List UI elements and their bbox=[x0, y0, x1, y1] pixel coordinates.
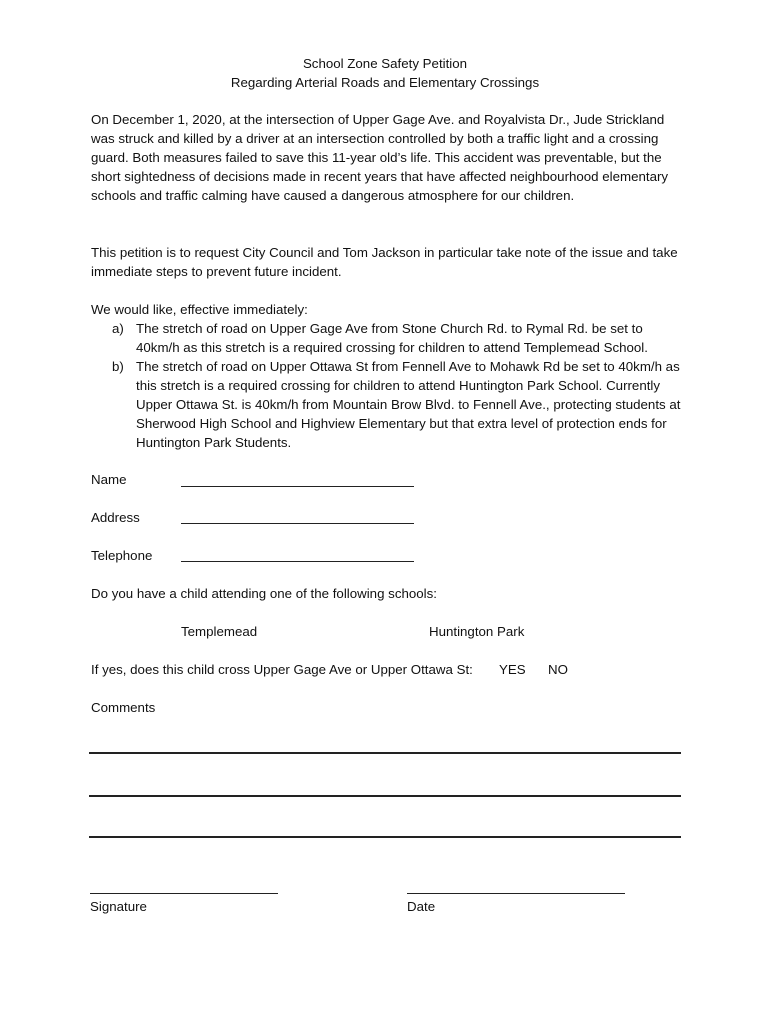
request-item-text: The stretch of road on Upper Gage Ave from Stone Church Rd. to Rymal Rd. be set to 40km/h as this stretch is a required crossing for children to attend Templemead School. bbox=[136, 321, 648, 355]
name-label: Name bbox=[91, 472, 127, 487]
date-field[interactable] bbox=[407, 893, 625, 894]
crossing-question: If yes, does this child cross Upper Gage Ave or Upper Ottawa St: bbox=[91, 662, 473, 677]
signature-field[interactable] bbox=[90, 893, 278, 894]
name-field[interactable] bbox=[181, 486, 414, 487]
request-item-marker: b) bbox=[112, 359, 124, 374]
request-item-text: The stretch of road on Upper Ottawa St from Fennell Ave to Mohawk Rd be set to 40km/h as this stretch is a required crossing for children to attend Huntington Park School. Currently Upper Ottawa St. is 40km/h from Mountain Brow Blvd. to Fennell Ave., protecting students at Sherwood High School and Highview Elementary but that extra level of protection ends for Huntington Park Students. bbox=[136, 359, 681, 450]
telephone-label: Telephone bbox=[91, 548, 153, 563]
request-paragraph: This petition is to request City Council and Tom Jackson in particular take note of the issue and take immediate steps to prevent future incident. bbox=[91, 245, 678, 279]
comment-line[interactable] bbox=[89, 836, 681, 838]
schools-question: Do you have a child attending one of the following schools: bbox=[91, 586, 437, 601]
date-label: Date bbox=[407, 899, 436, 914]
telephone-field[interactable] bbox=[181, 561, 414, 562]
comments-label: Comments bbox=[91, 700, 156, 715]
address-field[interactable] bbox=[181, 523, 414, 524]
requests-lead: We would like, effective immediately: bbox=[91, 302, 308, 317]
comment-line[interactable] bbox=[89, 752, 681, 754]
intro-paragraph: On December 1, 2020, at the intersection of Upper Gage Ave. and Royalvista Dr., Jude Strickland was struck and killed by a driver at an intersection controlled by both a traffic light and a crossing guard. Both measures failed to save this 11-year old’s life. This accident was preventable, but the short sightedness of decisions made in recent years that have affected neighbourhood elementary schools and traffic calming have caused a dangerous atmosphere for our children. bbox=[91, 112, 669, 203]
crossing-yes-option[interactable]: YES bbox=[499, 662, 526, 677]
page-subtitle: Regarding Arterial Roads and Elementary Crossings bbox=[230, 75, 540, 90]
school-option-templemead[interactable]: Templemead bbox=[181, 624, 258, 639]
address-label: Address bbox=[91, 510, 140, 525]
signature-label: Signature bbox=[90, 899, 147, 914]
school-option-huntington-park[interactable]: Huntington Park bbox=[429, 624, 525, 639]
crossing-no-option[interactable]: NO bbox=[548, 662, 568, 677]
page-title: School Zone Safety Petition bbox=[302, 56, 468, 71]
comment-line[interactable] bbox=[89, 795, 681, 797]
request-item-marker: a) bbox=[112, 321, 124, 336]
